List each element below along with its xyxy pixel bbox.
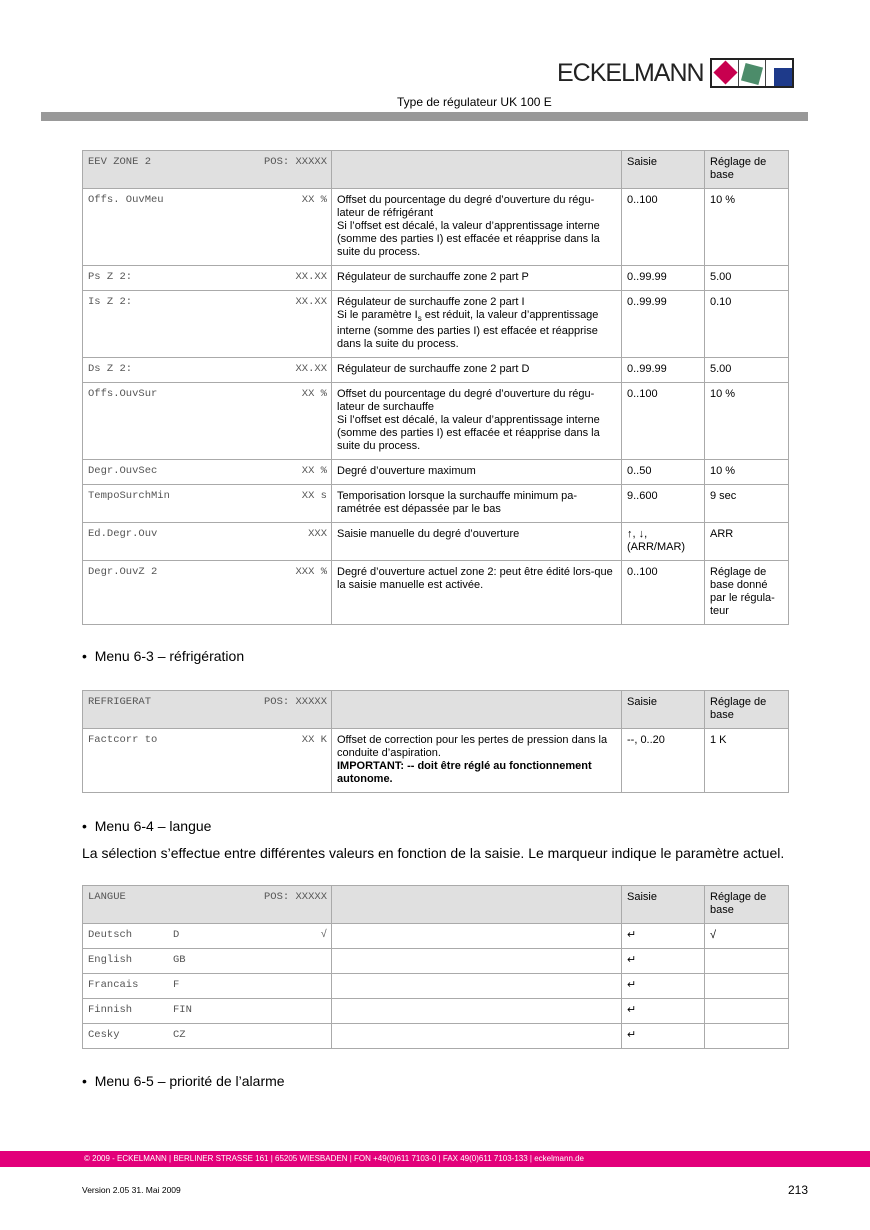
saisie-cell: 9..600 xyxy=(622,485,705,523)
parameter xyxy=(88,528,327,541)
parameter-value: XX % xyxy=(301,465,327,478)
parameter xyxy=(88,1004,327,1017)
header-reglage: Réglage de base xyxy=(705,691,789,729)
description-cell xyxy=(332,266,622,291)
table-row xyxy=(83,924,789,949)
language-label: Deutsch xyxy=(88,929,133,941)
language-code: GB xyxy=(173,954,186,966)
language-name xyxy=(88,979,179,992)
header-description xyxy=(332,691,622,729)
reglage-cell: ARR xyxy=(705,523,789,561)
header-parameter-cell xyxy=(83,691,332,729)
description-cell xyxy=(332,974,622,999)
parameter xyxy=(88,979,327,992)
language-name xyxy=(88,1004,192,1017)
language-name xyxy=(88,1029,186,1042)
parameter xyxy=(88,363,327,376)
description-cell xyxy=(332,999,622,1024)
reglage-cell: 10 % xyxy=(705,460,789,485)
header-saisie: Saisie xyxy=(622,151,705,189)
description-text: Si l’offset est décalé, la valeur d’apprentissage interne (somme des parties I) est effacée et réapprise dans la suite du process. xyxy=(337,220,600,258)
saisie-cell: 0..99.99 xyxy=(622,291,705,358)
parameter xyxy=(88,1029,327,1042)
description-text: Régulateur de surchauffe zone 2 part I xyxy=(337,296,525,308)
parameter-name: Factcorr to xyxy=(88,734,158,746)
table-row xyxy=(83,561,789,625)
table-row xyxy=(83,1024,789,1049)
menu-name: REFRIGERAT xyxy=(88,696,152,708)
parameter-name: Degr.OuvZ 2 xyxy=(88,566,158,579)
reglage-cell: 1 K xyxy=(705,729,789,793)
reglage-cell: 9 sec xyxy=(705,485,789,523)
footer-address: © 2009 - ECKELMANN | BERLINER STRASSE 161 | 65205 WIESBADEN | FON +49(0)611 7103-0 | FAX 49(0)611 7103-133 | eckelmann.de xyxy=(84,1154,585,1163)
position-label: POS: XXXXX xyxy=(263,156,327,168)
parameter-cell xyxy=(83,383,332,460)
reglage-cell xyxy=(705,1024,789,1049)
parameter-name: Ps Z 2: xyxy=(88,271,133,283)
header-parameter xyxy=(88,156,327,169)
language-label: Cesky xyxy=(88,1029,120,1041)
description-text: Offset du pourcentage du degré d’ouverture du régu-lateur de surchauffe xyxy=(337,388,595,414)
saisie-cell: ↵ xyxy=(622,1024,705,1049)
parameter-cell xyxy=(83,999,332,1024)
parameter-cell xyxy=(83,924,332,949)
table-row xyxy=(83,729,789,793)
description-cell xyxy=(332,383,622,460)
header-reglage: Réglage de base xyxy=(705,886,789,924)
language-name xyxy=(88,929,179,942)
reglage-cell xyxy=(705,999,789,1024)
table-row xyxy=(83,460,789,485)
parameter-value: XX % xyxy=(301,194,327,206)
eev-zone2-table xyxy=(82,150,789,625)
description-text: IMPORTANT: -- doit être réglé au fonctionnement autonome. xyxy=(337,760,592,785)
parameter-value: XX.XX xyxy=(295,271,327,283)
menu-name: LANGUE xyxy=(88,891,126,903)
description-cell xyxy=(332,1024,622,1049)
description-text: Offset de correction pour les pertes de pression dans la conduite d’aspiration. xyxy=(337,734,608,759)
parameter-name: Ed.Degr.Ouv xyxy=(88,528,158,541)
parameter-cell xyxy=(83,358,332,383)
description-text: Saisie manuelle du degré d’ouverture xyxy=(337,528,520,541)
menu-6-4-description: La sélection s’effectue entre différentes valeurs en fonction de la saisie. Le marqueur indique le paramètre actuel. xyxy=(82,845,785,861)
position-label: POS: XXXXX xyxy=(263,696,327,708)
description-cell xyxy=(332,291,622,358)
description-text: Degré d’ouverture actuel zone 2: peut être édité lors-que la saisie manuelle est activée. xyxy=(337,566,613,592)
saisie-cell: ↑, ↓, (ARR/MAR) xyxy=(622,523,705,561)
menu-name: EEV ZONE 2 xyxy=(88,156,152,168)
parameter-value: XX K xyxy=(301,734,327,746)
table-row xyxy=(83,266,789,291)
saisie-cell: ↵ xyxy=(622,974,705,999)
parameter-name: Offs.OuvSur xyxy=(88,388,158,401)
parameter-name: Is Z 2: xyxy=(88,296,133,308)
page-number: 213 xyxy=(787,1183,808,1197)
parameter-cell xyxy=(83,1024,332,1049)
table-row xyxy=(83,974,789,999)
parameter xyxy=(88,954,327,967)
table-row xyxy=(83,949,789,974)
parameter-cell xyxy=(83,460,332,485)
parameter-value: XX.XX xyxy=(295,296,327,308)
table-row xyxy=(83,485,789,523)
header-reglage: Réglage de base xyxy=(705,151,789,189)
table-header-row xyxy=(83,151,789,189)
reglage-cell: Réglage de base donné par le régula-teur xyxy=(705,561,789,625)
header-parameter xyxy=(88,696,327,709)
header-description xyxy=(332,151,622,189)
section-menu-6-3: • Menu 6-3 – réfrigération xyxy=(82,648,245,664)
table-row xyxy=(83,999,789,1024)
position-label: POS: XXXXX xyxy=(263,891,327,903)
table-row xyxy=(83,291,789,358)
header-saisie: Saisie xyxy=(622,886,705,924)
eckelmann-logo xyxy=(557,58,794,88)
parameter xyxy=(88,271,327,284)
parameter-cell xyxy=(83,291,332,358)
language-code: FIN xyxy=(173,1004,192,1016)
saisie-cell: --, 0..20 xyxy=(622,729,705,793)
language-code: F xyxy=(173,979,180,991)
reglage-cell: 5.00 xyxy=(705,358,789,383)
language-code: D xyxy=(173,929,180,941)
description-cell xyxy=(332,523,622,561)
reglage-cell xyxy=(705,949,789,974)
table-header-row xyxy=(83,691,789,729)
logo-text: ECKELMANN xyxy=(557,58,704,87)
parameter-cell xyxy=(83,485,332,523)
parameter xyxy=(88,296,327,309)
section-menu-6-5: • Menu 6-5 – priorité de l’alarme xyxy=(82,1073,285,1089)
reglage-cell: 0.10 xyxy=(705,291,789,358)
parameter xyxy=(88,566,327,579)
parameter-value: XX.XX xyxy=(295,363,327,376)
header-parameter xyxy=(88,891,327,904)
description-cell xyxy=(332,561,622,625)
parameter-name: TempoSurchMin xyxy=(88,490,170,503)
saisie-cell: 0..100 xyxy=(622,189,705,266)
description-text: est réduit, la valeur d’apprentissage interne (somme des parties I) est effacée et réapprise dans la suite du process. xyxy=(337,309,599,351)
header-saisie: Saisie xyxy=(622,691,705,729)
table-row xyxy=(83,383,789,460)
table-row xyxy=(83,189,789,266)
reglage-cell: 10 % xyxy=(705,383,789,460)
refrigerat-table xyxy=(82,690,789,793)
saisie-cell: ↵ xyxy=(622,999,705,1024)
description-cell xyxy=(332,949,622,974)
description-cell xyxy=(332,729,622,793)
parameter-cell xyxy=(83,523,332,561)
saisie-cell: ↵ xyxy=(622,924,705,949)
saisie-cell: 0..99.99 xyxy=(622,358,705,383)
header-description xyxy=(332,886,622,924)
header-divider xyxy=(41,112,808,121)
parameter-name: Offs. OuvMeu xyxy=(88,194,164,206)
description-cell xyxy=(332,460,622,485)
description-text: Si l’offset est décalé, la valeur d’apprentissage interne (somme des parties I) est effacée et réapprise dans la suite du process. xyxy=(337,414,600,453)
parameter xyxy=(88,388,327,401)
reglage-cell xyxy=(705,974,789,999)
parameter-cell xyxy=(83,949,332,974)
language-code: CZ xyxy=(173,1029,186,1041)
table-header-row xyxy=(83,886,789,924)
parameter xyxy=(88,194,327,207)
parameter-cell xyxy=(83,266,332,291)
description-cell xyxy=(332,358,622,383)
language-label: Francais xyxy=(88,979,139,991)
description-cell xyxy=(332,485,622,523)
description-cell xyxy=(332,189,622,266)
parameter-cell xyxy=(83,561,332,625)
description-text: Temporisation lorsque la surchauffe minimum pa-ramétrée est dépassée par le bas xyxy=(337,490,578,516)
parameter xyxy=(88,490,327,503)
parameter-cell xyxy=(83,974,332,999)
saisie-cell: 0..50 xyxy=(622,460,705,485)
language-label: Finnish xyxy=(88,1004,133,1016)
reglage-cell: 10 % xyxy=(705,189,789,266)
parameter-value: √ xyxy=(320,929,327,941)
parameter-value: XX % xyxy=(301,388,327,401)
parameter-cell xyxy=(83,189,332,266)
header-parameter-cell xyxy=(83,151,332,189)
table-row xyxy=(83,523,789,561)
language-name xyxy=(88,954,186,967)
description-text: Offset du pourcentage du degré d’ouverture du régu-lateur de réfrigérant xyxy=(337,194,595,219)
parameter-value: XXX % xyxy=(295,566,327,579)
parameter-name: Degr.OuvSec xyxy=(88,465,158,478)
saisie-cell: ↵ xyxy=(622,949,705,974)
saisie-cell: 0..100 xyxy=(622,561,705,625)
parameter-value: XXX xyxy=(308,528,327,541)
parameter-name: Ds Z 2: xyxy=(88,363,133,376)
document-title: Type de régulateur UK 100 E xyxy=(397,95,552,109)
version-info: Version 2.05 31. Mai 2009 xyxy=(82,1185,181,1195)
table-row xyxy=(83,358,789,383)
description-text: Degré d’ouverture maximum xyxy=(337,465,476,478)
reglage-cell: √ xyxy=(705,924,789,949)
langue-table xyxy=(82,885,789,1049)
description-cell xyxy=(332,924,622,949)
saisie-cell: 0..100 xyxy=(622,383,705,460)
language-label: English xyxy=(88,954,133,966)
description-text: Régulateur de surchauffe zone 2 part D xyxy=(337,363,530,376)
section-menu-6-4: • Menu 6-4 – langue xyxy=(82,818,212,834)
description-text: Régulateur de surchauffe zone 2 part P xyxy=(337,271,529,283)
parameter xyxy=(88,465,327,478)
reglage-cell: 5.00 xyxy=(705,266,789,291)
parameter xyxy=(88,734,327,747)
parameter-cell xyxy=(83,729,332,793)
parameter xyxy=(88,929,327,942)
description-text: Si le paramètre I xyxy=(337,309,418,321)
header-parameter-cell xyxy=(83,886,332,924)
description-text: s xyxy=(417,314,422,324)
saisie-cell: 0..99.99 xyxy=(622,266,705,291)
footer-bar xyxy=(0,1151,870,1167)
parameter-value: XX s xyxy=(301,490,327,503)
